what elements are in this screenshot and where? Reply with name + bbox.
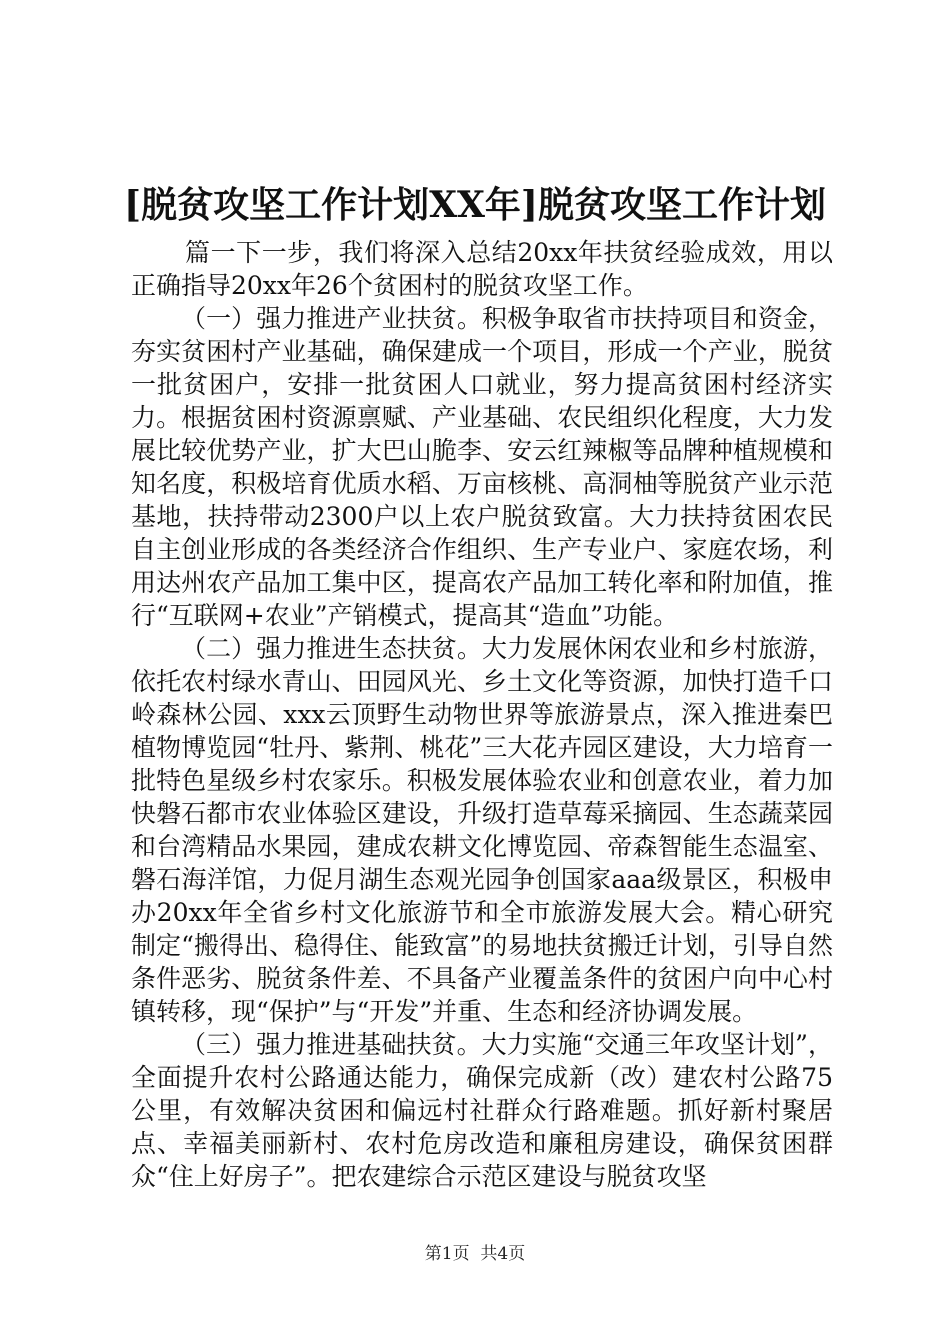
- page-number: 第1页 共4页: [424, 1244, 526, 1264]
- paragraph-industry-poverty-relief: （一）强力推进产业扶贫。积极争取省市扶持项目和资金，夯实贫困村产业基础，确保建成一个项目，形成一个产业，脱贫一批贫困户，安排一批贫困人口就业，努力提高贫困村经济实力。根据贫困村资源禀赋、产业基础、农民组织化程度，大力发展比较优势产业，扩大巴山脆李、安云红辣椒等品牌种植规模和知名度，积极培育优质水稻、万亩核桃、高洞柚等脱贫产业示范基地，扶持带动2300户以上农户脱贫致富。大力扶持贫困农民自主创业形成的各类经济合作组织、生产专业户、家庭农场，利用达州农产品加工集中区，提高农产品加工转化率和附加值，推行“互联网+农业”产销模式，提高其“造血”功能。: [131, 304, 833, 630]
- paragraph-ecological-poverty-relief: （二）强力推进生态扶贫。大力发展休闲农业和乡村旅游，依托农村绿水青山、田园风光、乡土文化等资源，加快打造千口岭森林公园、xxx云顶野生动物世界等旅游景点，深入推进秦巴植物博览园“牡丹、紫荆、桃花”三大花卉园区建设，大力培育一批特色星级乡村农家乐。积极发展体验农业和创意农业，着力加快磐石都市农业体验区建设，升级打造草莓采摘园、生态蔬菜园和台湾精品水果园，建成农耕文化博览园、帝森智能生态温室、磐石海洋馆，力促月湖生态观光园争创国家aaa级景区，积极申办20xx年全省乡村文化旅游节和全市旅游发展大会。精心研究制定“搬得出、稳得住、能致富”的易地扶贫搬迁计划，引导自然条件恶劣、脱贫条件差、不具备产业覆盖条件的贫困户向中心村镇转移，现“保护”与“开发”并重、生态和经济协调发展。: [131, 634, 833, 1026]
- paragraph-infrastructure-poverty-relief: （三）强力推进基础扶贫。大力实施“交通三年攻坚计划”，全面提升农村公路通达能力，确保完成新（改）建农村公路75公里，有效解决贫困和偏远村社群众行路难题。抓好新村聚居点、幸福美丽新村、农村危房改造和廉租房建设，确保贫困群众“住上好房子”。把农建综合示范区建设与脱贫攻坚: [131, 1030, 833, 1191]
- document-title: [脱贫攻坚工作计划XX年]脱贫攻坚工作计划: [124, 184, 826, 226]
- page-footer: [0, 1242, 950, 1266]
- paragraph-intro: 篇一下一步，我们将深入总结20xx年扶贫经验成效，用以正确指导20xx年26个贫困村的脱贫攻坚工作。: [131, 238, 833, 300]
- document-body: [131, 236, 833, 1193]
